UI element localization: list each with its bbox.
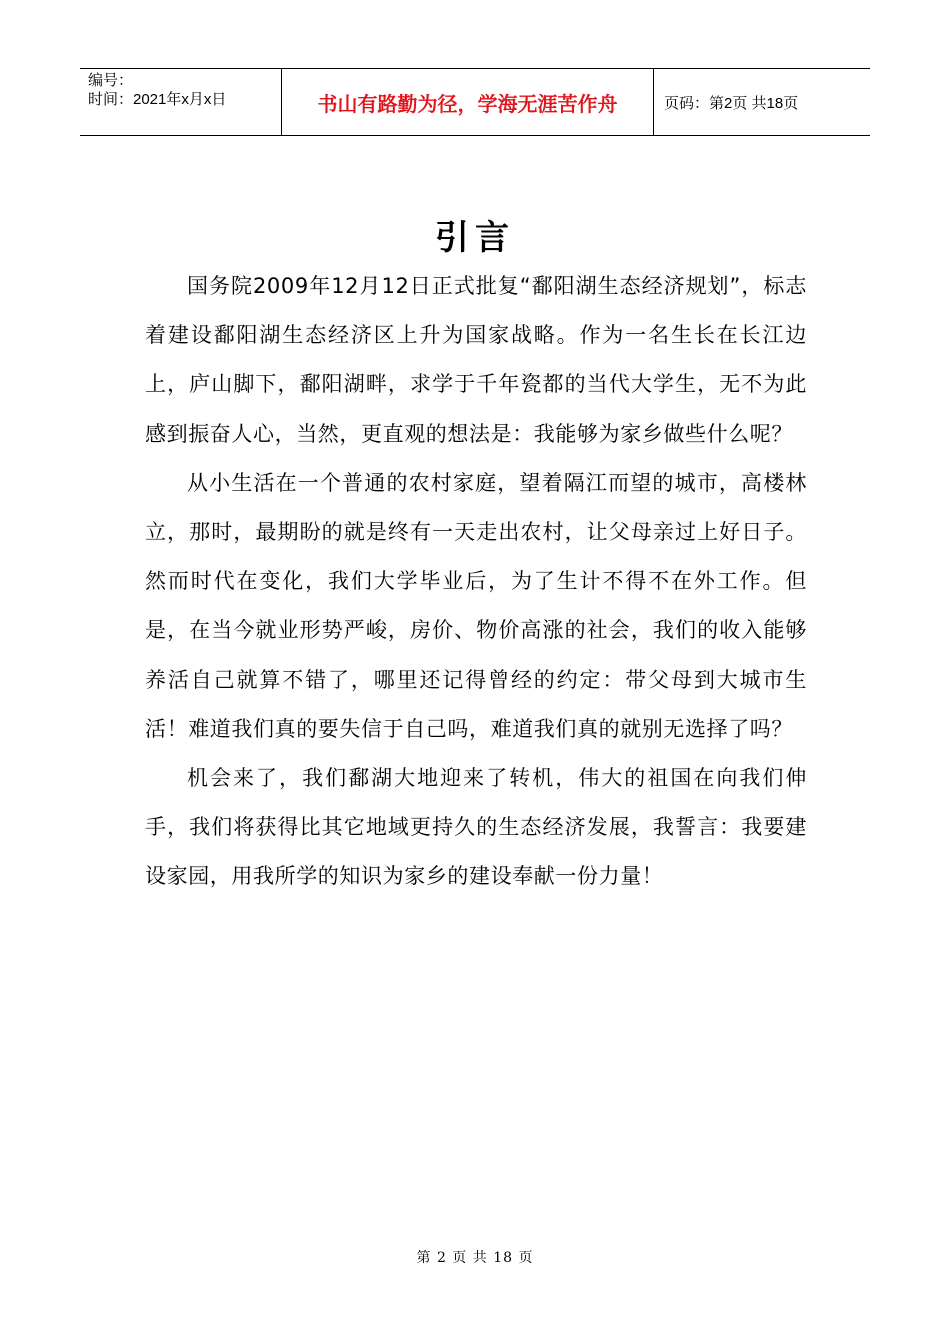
header-page-info xyxy=(654,69,870,135)
document-number-label: 编号： xyxy=(88,72,134,89)
paragraph: 从小生活在一个普通的农村家庭，望着隔江而望的城市，高楼林立，那时，最期盼的就是终有一天走出农村，让父母亲过上好日子。然而时代在变化，我们大学毕业后，为了生计不得不在外工作。但是，在当今就业形势严峻，房价、物价高涨的社会，我们的收入能够养活自己就算不错了，哪里还记得曾经的约定：带父母到大城市生活！难道我们真的要失信于自己吗，难道我们真的就别无选择了吗？ xyxy=(145,470,807,741)
page-footer: 第 2 页 共 18 页 xyxy=(416,1250,534,1266)
header-motto: 书山有路勤为径，学海无涯苦作舟 xyxy=(282,69,654,135)
document-date-label: 时间：2021年x月x日 xyxy=(88,91,227,108)
page-header xyxy=(80,68,870,136)
document-body xyxy=(145,262,807,902)
header-page-info-text: 页码：第2页 共18页 xyxy=(664,94,799,112)
paragraph: 机会来了，我们鄱湖大地迎来了转机，伟大的祖国在向我们伸手，我们将获得比其它地域更持久的生态经济发展，我誓言：我要建设家园，用我所学的知识为家乡的建设奉献一份力量！ xyxy=(145,766,807,889)
document-title: 引言 xyxy=(435,218,515,258)
paragraph: 国务院2009年12月12日正式批复“鄱阳湖生态经济规划”，标志着建设鄱阳湖生态经济区上升为国家战略。作为一名生长在长江边上，庐山脚下，鄱阳湖畔，求学于千年瓷都的当代大学生，无不为此感到振奋人心，当然，更直观的想法是：我能够为家乡做些什么呢？ xyxy=(145,274,807,446)
header-meta xyxy=(80,69,282,135)
